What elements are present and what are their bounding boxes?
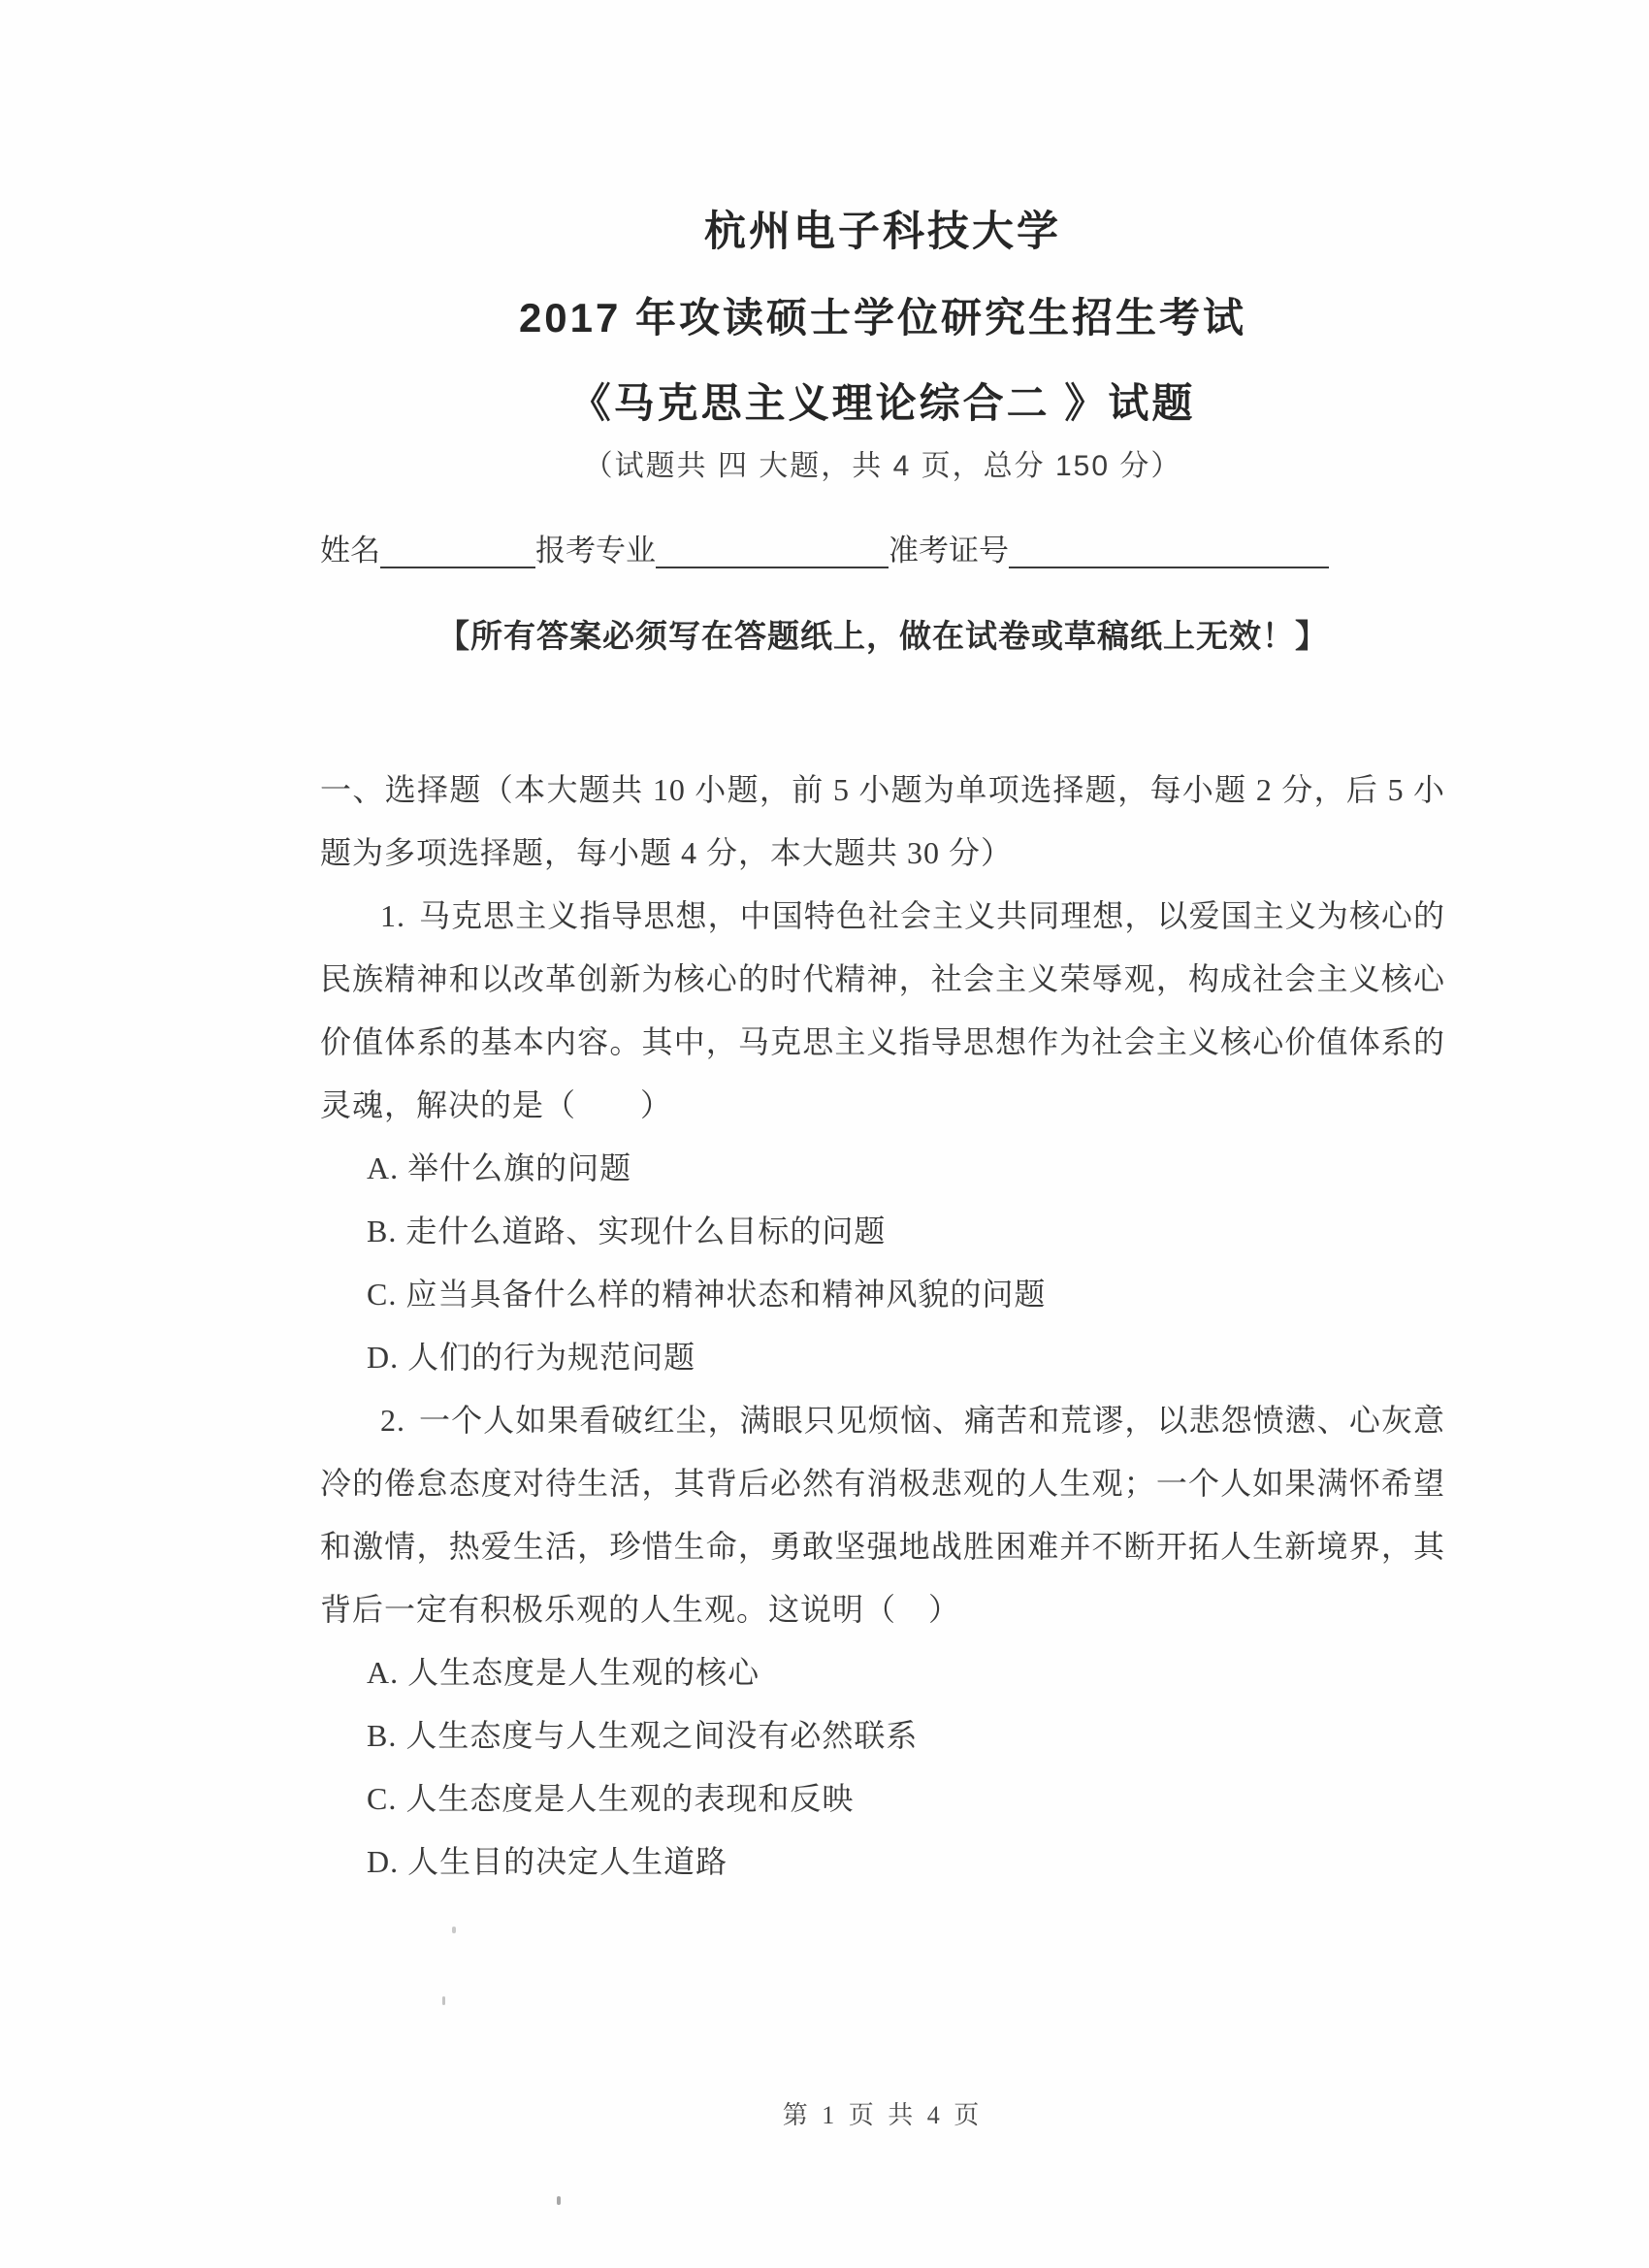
page-content: [320, 0, 1445, 1894]
name-label: 姓名: [320, 534, 380, 567]
scan-speck: [442, 1996, 445, 2005]
major-label: 报考专业: [535, 534, 656, 567]
question-2-option-a: A. 人生态度是人生观的核心: [367, 1655, 760, 1690]
question-2-option-b: B. 人生态度与人生观之间没有必然联系: [367, 1718, 919, 1753]
question-2-stem-text: 一个人如果看破红尘，满眼只见烦恼、痛苦和荒谬，以悲怨愤懑、心灰意冷的倦怠态度对待生活，其背后必然有消极悲观的人生观；一个人如果满怀希望和激情，热爱生活，珍惜生命，勇敢坚强地战胜困难并不断开拓人生新境界，其背后一定有积极乐观的人生观。这说明（ ）: [320, 1403, 1445, 1627]
question-2: [320, 1389, 1445, 1894]
question-1-number: 1.: [380, 898, 405, 933]
question-1-option-c: C. 应当具备什么样的精神状态和精神风貌的问题: [367, 1277, 1047, 1312]
university-title: 杭州电子科技大学: [704, 209, 1061, 255]
question-2-stem: [320, 1389, 1445, 1641]
question-1: [320, 885, 1445, 1389]
paper-info-line: （试题共 四 大题，共 4 页，总分 150 分）: [583, 450, 1182, 482]
question-2-number: 2.: [380, 1403, 405, 1438]
question-1-stem-text: 马克思主义指导思想，中国特色社会主义共同理想，以爱国主义为核心的民族精神和以改革创新为核心的时代精神，社会主义荣辱观，构成社会主义核心价值体系的基本内容。其中，马克思主义指导思想作为社会主义核心价值体系的灵魂，解决的是（ ）: [320, 898, 1445, 1122]
candidate-info-row: [320, 534, 1445, 568]
name-blank-line: [380, 537, 535, 568]
question-1-option-a: A. 举什么旗的问题: [367, 1150, 632, 1185]
scan-speck: [557, 2196, 561, 2205]
page-footer: 第 1 页 共 4 页: [782, 2101, 984, 2129]
question-2-option-d: D. 人生目的决定人生道路: [367, 1844, 728, 1879]
question-1-option-b: B. 走什么道路、实现什么目标的问题: [367, 1214, 887, 1248]
ticket-blank-line: [1009, 537, 1329, 568]
section1-heading: 一、选择题（本大题共 10 小题，前 5 小题为单项选择题，每小题 2 分，后 5 小题为多项选择题，每小题 4 分，本大题共 30 分）: [320, 772, 1445, 870]
major-blank-line: [656, 537, 889, 568]
question-1-option-d: D. 人们的行为规范问题: [367, 1340, 696, 1375]
paper-title: 《马克思主义理论综合二 》试题: [569, 380, 1196, 426]
question-1-stem: [320, 885, 1445, 1137]
ticket-label: 准考证号: [889, 534, 1009, 567]
question-2-option-c: C. 人生态度是人生观的表现和反映: [367, 1781, 855, 1816]
answer-sheet-notice: 【所有答案必须写在答题纸上，做在试卷或草稿纸上无效！】: [437, 618, 1328, 654]
exam-session-title: 2017 年攻读硕士学位研究生招生考试: [518, 295, 1247, 340]
scan-speck: [452, 1927, 456, 1933]
